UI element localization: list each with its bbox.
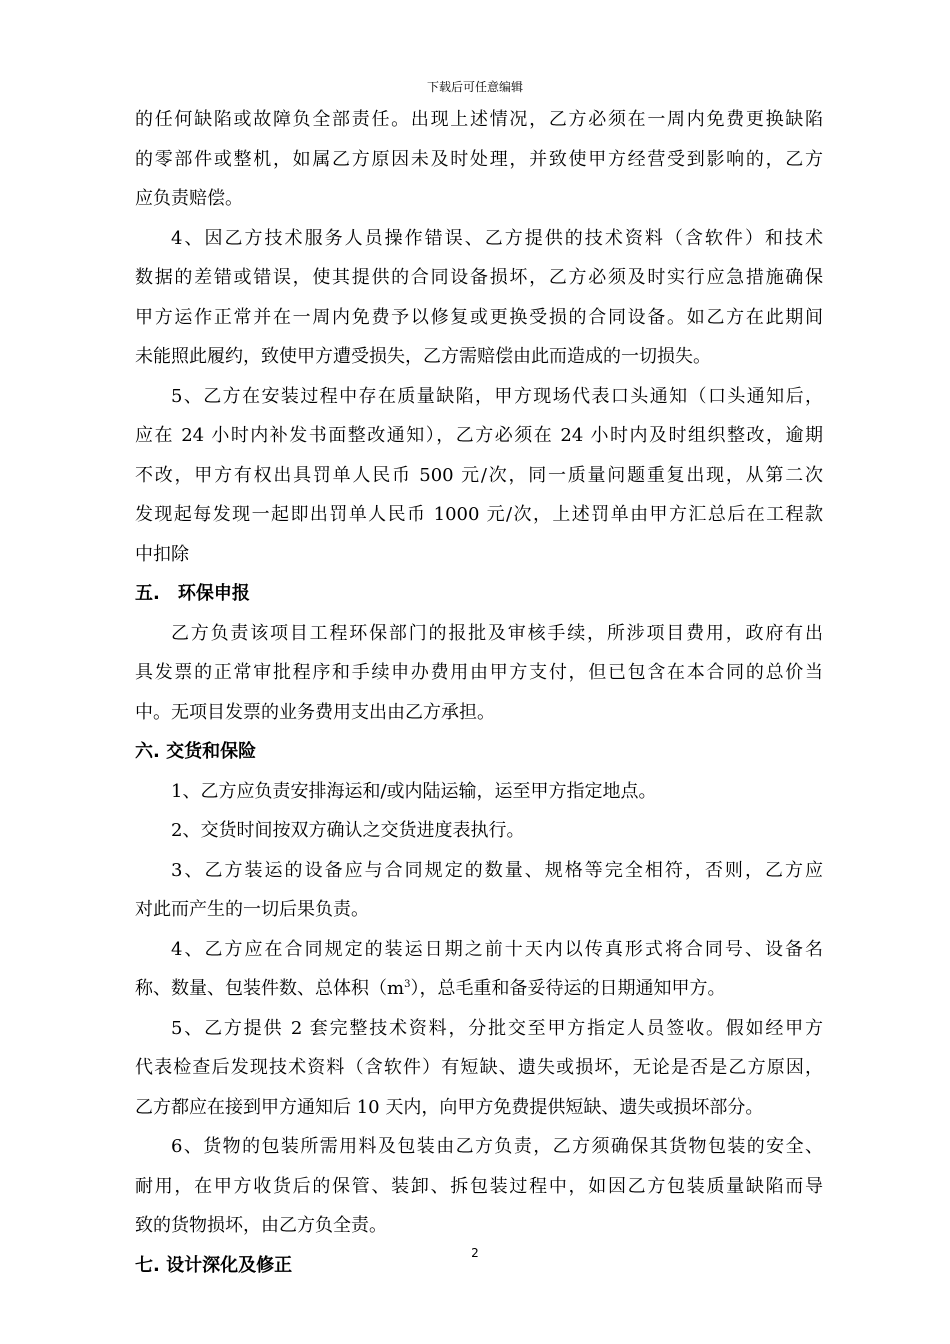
clause-5-line: 应在 24 小时内补发书面整改通知），乙方必须在 24 小时内及时组织整改，逾期 bbox=[135, 425, 823, 446]
paragraph-line: 的任何缺陷或故障负全部责任。出现上述情况，乙方必须在一周内免费更换缺陷 bbox=[135, 109, 823, 130]
paragraph-line: 应负责赔偿。 bbox=[135, 188, 243, 209]
delivery-item-4-volume-line bbox=[135, 969, 823, 1009]
delivery-item-3: 3、乙方装运的设备应与合同规定的数量、规格等完全相符，否则，乙方应 bbox=[171, 859, 823, 881]
delivery-item-6: 6、货物的包装所需用料及包装由乙方负责，乙方须确保其货物包装的安全、 bbox=[171, 1136, 823, 1157]
delivery-item-5: 代表检查后发现技术资料（含软件）有短缺、遗失或损坏，无论是否是乙方原因， bbox=[135, 1057, 823, 1078]
delivery-item-2: 2、交货时间按双方确认之交货进度表执行。 bbox=[171, 820, 525, 841]
clause-4-line: 未能照此履约，致使甲方遭受损失，乙方需赔偿由此而造成的一切损失。 bbox=[135, 346, 711, 367]
env-line: 具发票的正常审批程序和手续申办费用由甲方支付，但已包含在本合同的总价当 bbox=[135, 662, 823, 683]
superscript-3: 3 bbox=[404, 979, 411, 990]
clause-4-line: 4、因乙方技术服务人员操作错误、乙方提供的技术资料（含软件）和技术 bbox=[171, 227, 823, 249]
clause-5-line: 5、乙方在安装过程中存在质量缺陷，甲方现场代表口头通知（口头通知后， bbox=[171, 385, 823, 407]
delivery-item-6: 耐用，在甲方收货后的保管、装卸、拆包装过程中，如因乙方包装质量缺陷而导 bbox=[135, 1175, 823, 1197]
clause-5-line: 发现起每发现一起即出罚单人民币 1000 元/次，上述罚单由甲方汇总后在工程款 bbox=[135, 504, 823, 525]
delivery-item-1: 1、乙方应负责安排海运和/或内陆运输，运至甲方指定地点。 bbox=[171, 780, 657, 802]
delivery-item-3: 对此而产生的一切后果负责。 bbox=[135, 899, 369, 920]
delivery-item-4-text: 称、数量、包装件数、总体积（m bbox=[135, 978, 405, 999]
delivery-item-5: 乙方都应在接到甲方通知后 10 天内，向甲方免费提供短缺、遗失或损坏部分。 bbox=[135, 1096, 764, 1118]
delivery-item-4-text: ），总毛重和备妥待运的日期通知甲方。 bbox=[410, 978, 726, 999]
document-body bbox=[135, 100, 823, 1285]
env-line: 中。无项目发票的业务费用支出由乙方承担。 bbox=[135, 701, 495, 723]
delivery-item-5: 5、乙方提供 2 套完整技术资料，分批交至甲方指定人员签收。假如经甲方 bbox=[171, 1017, 823, 1039]
env-line: 乙方负责该项目工程环保部门的报批及审核手续，所涉项目费用，政府有出 bbox=[171, 622, 823, 644]
section-heading-7: 七. 设计深化及修正 bbox=[135, 1254, 293, 1276]
section-heading-6: 六. 交货和保险 bbox=[135, 741, 257, 762]
page-header: 下载后可任意编辑 bbox=[426, 80, 523, 94]
delivery-item-6: 致的货物损坏，由乙方负全责。 bbox=[135, 1215, 387, 1236]
clause-5-line: 中扣除 bbox=[135, 543, 189, 565]
clause-4-line: 数据的差错或错误，使其提供的合同设备损坏，乙方必须及时实行应急措施确保 bbox=[135, 267, 823, 288]
delivery-item-4: 4、乙方应在合同规定的装运日期之前十天内以传真形式将合同号、设备名 bbox=[171, 938, 823, 960]
clause-4-line: 甲方运作正常并在一周内免费予以修复或更换受损的合同设备。如乙方在此期间 bbox=[135, 306, 823, 328]
clause-5-line: 不改，甲方有权出具罚单人民币 500 元/次，同一质量问题重复出现，从第二次 bbox=[135, 464, 823, 486]
page-number: 2 bbox=[471, 1246, 479, 1260]
section-heading-5: 五. 环保申报 bbox=[135, 583, 250, 604]
paragraph-line: 的零部件或整机，如属乙方原因未及时处理，并致使甲方经营受到影响的，乙方 bbox=[135, 148, 823, 170]
